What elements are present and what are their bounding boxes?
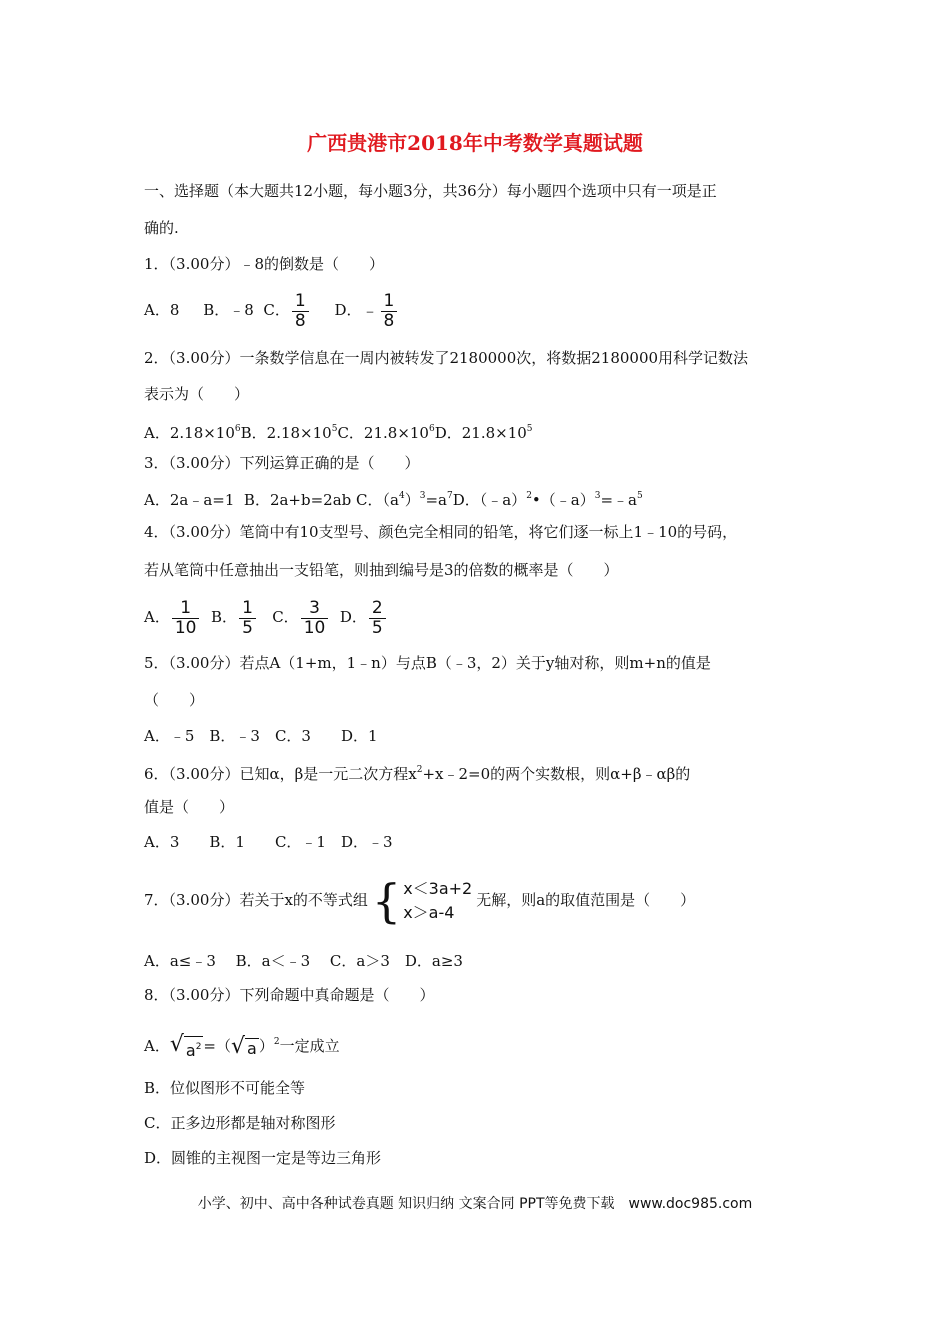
question-7-stem (144, 870, 695, 930)
document-title: 广西贵港市2018年中考数学真题试题 (307, 131, 643, 155)
q6-exponent: 2 (416, 765, 423, 775)
q4-option-a-fraction (172, 599, 200, 638)
fraction-denominator: 5 (369, 618, 386, 638)
q3-option-c-part2: ） (404, 491, 420, 509)
q2-option-c: C．21.8×10 (337, 424, 429, 442)
q4-option-c-fraction (301, 599, 329, 638)
question-2-options (144, 419, 533, 443)
fraction-numerator: 2 (371, 597, 383, 618)
q1-option-c-fraction (292, 292, 309, 331)
fraction-numerator: 1 (294, 290, 306, 311)
q8-option-a-label: A． (144, 1037, 170, 1055)
fraction-numerator: 1 (383, 290, 395, 311)
q8-option-a-exponent: 2 (273, 1037, 280, 1047)
q3-option-c-part3: =a (425, 491, 447, 509)
q7-inequality-row2: x＞a-4 (403, 903, 455, 922)
q8-option-c: C．正多边形都是轴对称图形 (144, 1114, 336, 1132)
q8-option-b: B．位似图形不可能全等 (144, 1079, 306, 1097)
q7-inequality-system (371, 874, 473, 928)
q6-line1-start: 6．（3.00分）已知α，β是一元二次方程x (144, 765, 417, 783)
q3-option-c-exp3: 7 (446, 491, 453, 501)
q8-option-a-tail: 一定成立 (279, 1037, 340, 1055)
q1-option-d-sign: ﹣ (361, 301, 379, 321)
q3-option-c-part1: C．（a (356, 491, 399, 509)
question-6-options: A．3 B．1 C．﹣1 D．﹣3 (144, 833, 393, 851)
q4-option-a-label: A． (144, 608, 170, 626)
q7-inequality-row1: x＜3a+2 (403, 879, 473, 898)
q2-option-a-exponent: 6 (234, 424, 241, 434)
question-2-line2: 表示为（ ） (144, 385, 250, 403)
question-8-stem: 8．（3.00分）下列命题中真命题是（ ） (144, 986, 435, 1004)
q4-option-c-label: C． (272, 608, 299, 626)
radicand: a (247, 1038, 257, 1058)
question-7-options: A．a≤﹣3 B．a＜﹣3 C．a＞3 D．a≥3 (144, 952, 463, 970)
q3-option-d-part3: =﹣a (600, 491, 637, 509)
q4-option-b-fraction (239, 599, 256, 638)
question-5-line1: 5．（3.00分）若点A（1+m，1﹣n）与点B（﹣3，2）关于y轴对称，则m+n的值是 (144, 654, 711, 672)
q3-option-d-part1: D．（﹣a） (452, 491, 527, 509)
q8-option-a-close: ） (258, 1037, 274, 1055)
brace-icon: { (371, 874, 402, 928)
fraction-denominator: 10 (301, 618, 329, 638)
fraction-numerator: 1 (180, 597, 192, 618)
q1-option-d-label: D． (334, 301, 362, 319)
fraction-numerator: 1 (242, 597, 253, 618)
section-heading-line1: 一、选择题（本大题共12小题，每小题3分，共36分）每小题四个选项中只有一项是正 (144, 182, 717, 200)
question-6-line1 (144, 760, 690, 784)
q3-option-b: B．2a+b=2ab (243, 491, 352, 509)
question-5-line2: （ ） (144, 691, 205, 709)
q3-option-d-exp1: 2 (526, 491, 532, 501)
question-3-stem: 3．（3.00分）下列运算正确的是（ ） (144, 454, 420, 472)
question-2-line1: 2．（3.00分）一条数学信息在一周内被转发了2180000次，将数据2180000用科学记数法 (144, 349, 749, 367)
section-heading-line2: 确的. (144, 219, 179, 237)
question-5-options: A．﹣5 B．﹣3 C．3 D．1 (144, 727, 378, 745)
q8-option-a-mid: =（ (203, 1037, 231, 1055)
fraction-denominator: 8 (381, 311, 398, 331)
question-6-line2: 值是（ ） (144, 798, 235, 816)
fraction-denominator: 5 (239, 618, 256, 638)
q2-option-d-exponent: 5 (526, 424, 533, 434)
q4-option-d-label: D． (339, 608, 367, 626)
question-4-line1: 4．（3.00分）笔筒中有10支型号、颜色完全相同的铅笔，将它们逐一标上1﹣10的号码， (144, 523, 738, 541)
q1-option-c-label: C． (263, 301, 290, 319)
q3-option-d-part2: •（﹣a） (531, 491, 595, 509)
q2-option-b: B．2.18×10 (240, 424, 332, 442)
q1-option-d-fraction (381, 292, 398, 331)
q2-option-b-exponent: 5 (331, 424, 338, 434)
question-1-stem: 1．（3.00分）﹣8的倒数是（ ） (144, 255, 384, 273)
q1-option-a: A．8 (144, 301, 180, 319)
q7-stem-start: 7．（3.00分）若关于x的不等式组 (144, 891, 368, 909)
fraction-denominator: 10 (172, 618, 200, 638)
q3-option-d-exp3: 5 (636, 491, 643, 501)
q4-option-b-label: B． (211, 608, 238, 626)
question-3-options (144, 486, 643, 510)
q2-option-a: A．2.18×10 (144, 424, 235, 442)
question-4-line2: 若从笔筒中任意抽出一支铅笔，则抽到编号是3的倍数的概率是（ ） (144, 561, 619, 579)
radicand-exponent: 2 (195, 1041, 202, 1052)
q3-option-c-exp2: 3 (419, 491, 426, 501)
fraction-denominator: 8 (292, 311, 309, 331)
q3-option-d-exp2: 3 (594, 491, 601, 501)
fraction-numerator: 3 (309, 597, 320, 618)
radicand: a (185, 1040, 196, 1060)
question-4-options (144, 597, 388, 637)
page-footer: 小学、初中、高中各种试卷真题 知识归纳 文案合同 PPT等免费下载 www.doc985.com (197, 1196, 753, 1212)
q2-option-d: D．21.8×10 (434, 424, 527, 442)
q8-option-d: D．圆锥的主视图一定是等边三角形 (144, 1149, 382, 1167)
q2-option-c-exponent: 6 (428, 424, 435, 434)
q7-stem-end: 无解，则a的取值范围是（ ） (476, 891, 696, 909)
q3-option-a: A．2a﹣a=1 (144, 491, 235, 509)
square-root-icon: √ a (231, 1033, 257, 1059)
q1-option-b: B．﹣8 (203, 301, 254, 319)
square-root-icon: √ $a^2$ (169, 1031, 202, 1060)
q6-line1-end: +x﹣2=0的两个实数根，则α+β﹣αβ的 (422, 765, 691, 783)
q4-option-d-fraction (369, 599, 386, 638)
q8-option-a (144, 1026, 340, 1058)
q3-option-c-exp1: 4 (398, 491, 405, 501)
question-1-options (144, 290, 399, 330)
